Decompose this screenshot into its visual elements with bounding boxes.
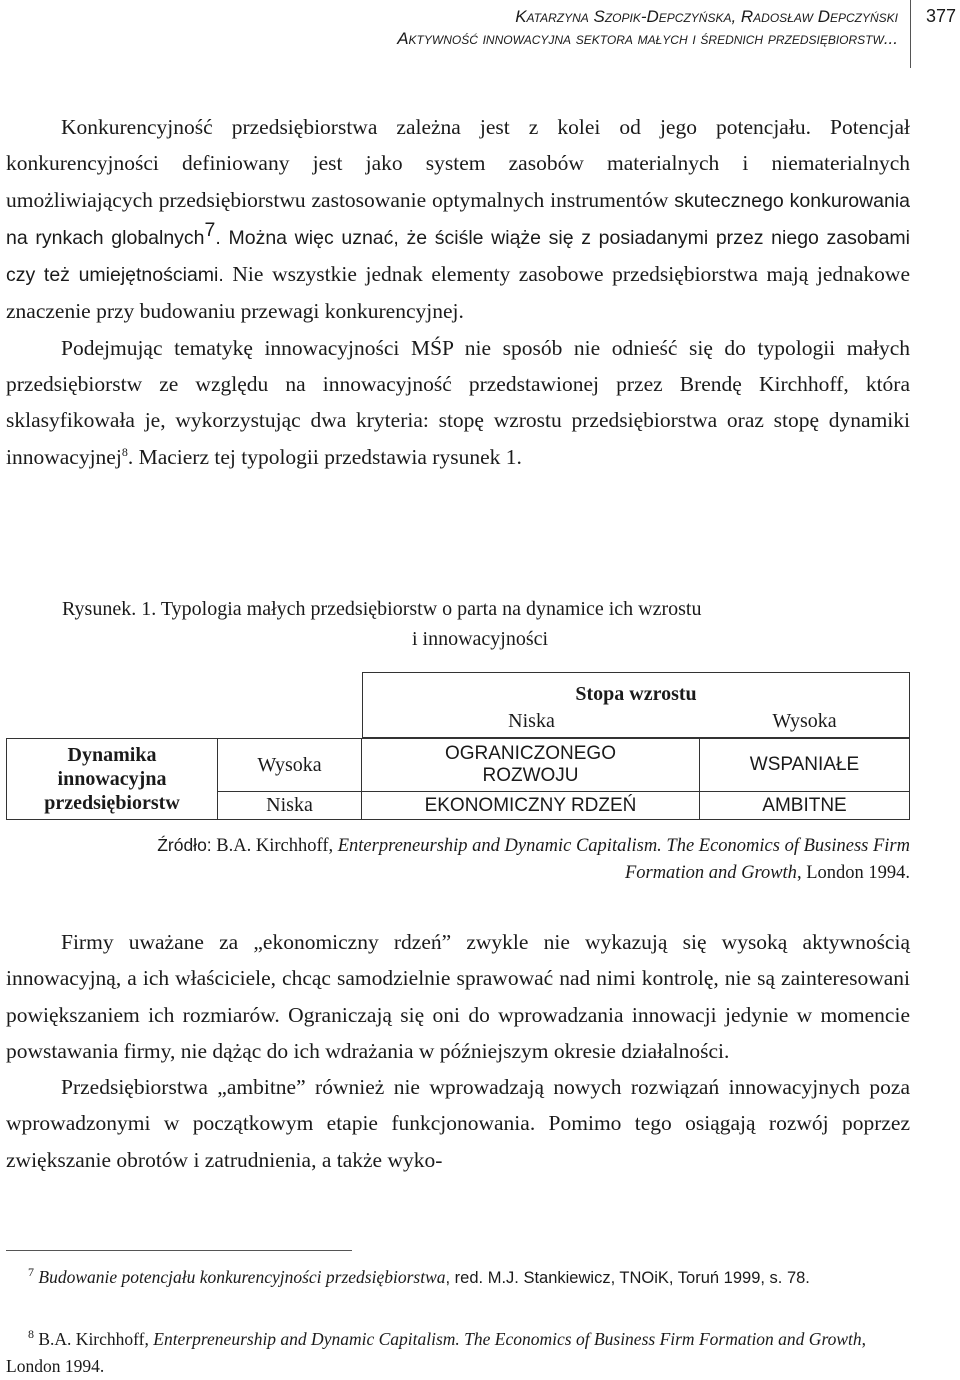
source-author: B.A. Kirchhoff, bbox=[211, 836, 338, 856]
paragraph: Firmy uważane za „ekonomiczny rdzeń” zwykle nie wykazują się wysoką aktywnością innowacyjną, a ich właściciele, chcąc samodzielnie sprawować nad nimi kontrolę, nie są zainteresowani powiększaniem ich rozmiarów. Ograniczają się oni do wprowadzania innowacji jedynie w momencie powstawania firmy, nie dążąc do ich wdrażania w późniejszym okresie działalności. bbox=[6, 930, 910, 1063]
text-run: . Macierz tej typologii przedstawia rysunek 1. bbox=[127, 444, 522, 469]
matrix-col-header: Stopa wzrostu bbox=[362, 672, 910, 706]
footnote-text bbox=[6, 1264, 910, 1292]
footnote-7 bbox=[6, 1264, 910, 1292]
figure-source bbox=[150, 832, 910, 887]
figure-caption bbox=[0, 594, 960, 654]
header-text bbox=[397, 6, 898, 50]
matrix-row-header: Dynamika innowacyjna przedsiębiorstw bbox=[6, 738, 218, 820]
matrix-cell-economic-core: EKONOMICZNY RDZEŃ bbox=[362, 792, 700, 820]
footnote-title: Budowanie potencjału konkurencyjności przedsiębiorstwa bbox=[34, 1267, 446, 1287]
matrix-col-high: Wysoka bbox=[700, 706, 910, 738]
body-text-bottom bbox=[6, 924, 910, 1178]
footnote-text bbox=[6, 1326, 910, 1380]
matrix-row-low: Niska bbox=[218, 792, 362, 820]
footnote-author: B.A. Kirchhoff, bbox=[34, 1329, 154, 1349]
footnote-divider bbox=[6, 1250, 352, 1251]
footnote-number: 8 bbox=[28, 1327, 34, 1342]
text-run-sans: skutecznego konkurowania na rynkach globalnych bbox=[6, 189, 910, 249]
running-header bbox=[0, 0, 960, 70]
body-text-top bbox=[6, 109, 910, 475]
header-authors: Katarzyna Szopik-Depczyńska, Radosław Depczyński bbox=[515, 7, 898, 26]
footnote-ref-7[interactable]: 7 bbox=[204, 218, 216, 241]
footnote-title: Enterpreneurship and Dynamic Capitalism. The Economics of Business Firm Formation and Growth bbox=[153, 1329, 862, 1349]
footnote-rest: , London 1994. bbox=[6, 1329, 867, 1376]
footnote-number: 7 bbox=[28, 1265, 34, 1280]
footnote-ref-8[interactable]: 8 bbox=[121, 444, 128, 459]
matrix-row-high: Wysoka bbox=[218, 738, 362, 792]
paragraph bbox=[6, 330, 910, 475]
paragraph bbox=[6, 109, 910, 330]
figure-caption-line-1: Rysunek. 1. Typologia małych przedsiębiorstw o parta na dynamice ich wzrostu bbox=[62, 598, 702, 620]
source-rest: , London 1994. bbox=[796, 863, 910, 883]
paragraph: Przedsiębiorstwa „ambitne” również nie wprowadzają nowych rozwiązań innowacyjnych poza wprowadzonymi w początkowym etapie funkcjonowania. Pomimo tego osiągają rozwój poprzez zwiększanie obrotów i zatrudnienia, a także wyko- bbox=[6, 1075, 910, 1172]
figure-caption-line-2: i innowacyjności bbox=[411, 628, 549, 650]
matrix-cell-glorious: WSPANIAŁE bbox=[700, 738, 910, 792]
footnote-rest: , red. M.J. Stankiewicz, TNOiK, Toruń 1999, s. 78. bbox=[445, 1269, 810, 1287]
text-run-sans: . Można więc uznać, że ściśle wiąże się z posiadanymi przez niego zasobami czy też umiejętnościami. bbox=[6, 226, 911, 287]
matrix-col-low: Niska bbox=[362, 706, 700, 738]
text-run: Konkurencyjność przedsiębiorstwa zależna jest z kolei od jego potencjału. Potencjał konkurencyjności definiowany jest jako system zasobów materialnych i niematerialnych umożliwiających przedsiębiorstwu zastosowanie optymalnych instrumentów bbox=[6, 115, 910, 212]
matrix-cell-ambitious: AMBITNE bbox=[700, 792, 910, 820]
page-number: 377 bbox=[926, 6, 957, 26]
matrix-cell-limited-growth: OGRANICZONEGO ROZWOJU bbox=[362, 738, 700, 792]
footnote-8 bbox=[6, 1326, 910, 1380]
header-journal-title: Aktywność innowacyjna sektora małych i średnich przedsiębiorstw... bbox=[397, 29, 898, 48]
typology-matrix bbox=[0, 672, 960, 822]
source-label: Źródło: bbox=[157, 835, 212, 855]
text-run: Podejmując tematykę innowacyjności MŚP nie sposób nie odnieść się do typologii małych przedsiębiorstw ze względu na innowacyjność przedstawionej przez Brendę Kirchhoff, która sklasyfikowała je, wykorzystując dwa kryteria: stopę wzrostu przedsiębiorstwa oraz stopę dynamiki innowacyjnej bbox=[6, 335, 910, 469]
source-title: Enterpreneurship and Dynamic Capitalism. The Economics of Business Firm Formation and Growth bbox=[337, 836, 910, 883]
header-divider bbox=[910, 0, 911, 68]
text-run: Nie wszystkie jednak elementy zasobowe przedsiębiorstwa mają jednakowe znaczenie przy budowaniu przewagi konkurencyjnej. bbox=[6, 262, 910, 324]
